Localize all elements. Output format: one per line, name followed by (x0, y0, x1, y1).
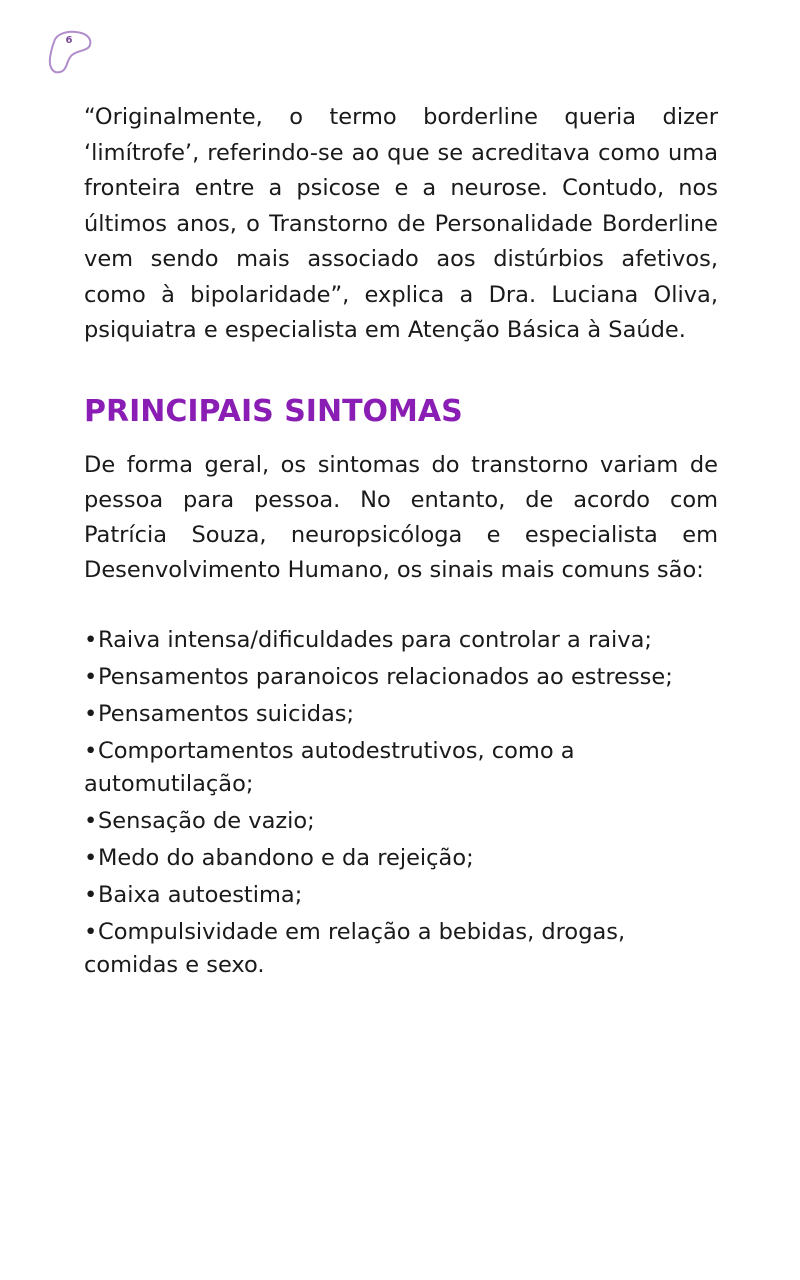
bullet-glyph: • (84, 626, 98, 653)
symptom-text: Sensação de vazio; (98, 807, 315, 834)
bullet-glyph: • (84, 807, 98, 834)
symptom-text: Compulsividade em relação a bebidas, drogas, comidas e sexo. (84, 918, 626, 978)
bullet-glyph: • (84, 881, 98, 908)
symptom-text: Pensamentos suicidas; (98, 700, 355, 727)
bullet-glyph: • (84, 844, 98, 871)
symptom-item (84, 735, 718, 801)
section-heading: PRINCIPAIS SINTOMAS (84, 393, 463, 429)
symptom-item (84, 661, 718, 694)
section-intro-paragraph: De forma geral, os sintomas do transtorno variam de pessoa para pessoa. No entanto, de acordo com Patrícia Souza, neuropsicóloga e especialista em Desenvolvimento Humano, os sinais mais comuns são: (84, 451, 718, 583)
symptom-item (84, 879, 718, 912)
symptom-item (84, 624, 718, 657)
article-content (84, 100, 718, 986)
symptom-item (84, 842, 718, 875)
symptom-text: Raiva intensa/dificuldades para controlar a raiva; (98, 626, 652, 653)
page-number: 6 (65, 35, 73, 46)
symptom-item (84, 805, 718, 838)
symptom-item (84, 916, 718, 982)
symptom-text: Comportamentos autodestrutivos, como a automutilação; (84, 737, 575, 797)
bullet-glyph: • (84, 737, 98, 764)
symptom-list (84, 624, 718, 982)
symptom-text: Medo do abandono e da rejeição; (98, 844, 474, 871)
bullet-glyph: • (84, 663, 98, 690)
bullet-glyph: • (84, 700, 98, 727)
symptom-text: Pensamentos paranoicos relacionados ao estresse; (98, 663, 673, 690)
bullet-glyph: • (84, 918, 98, 945)
intro-paragraph: “Originalmente, o termo borderline queria dizer ‘limítrofe’, referindo-se ao que se acreditava como uma fronteira entre a psicose e a neurose. Contudo, nos últimos anos, o Transtorno de Personalidade Borderline vem sendo mais associado aos distúrbios afetivos, como à bipolaridade”, explica a Dra. Luciana Oliva, psiquiatra e especialista em Atenção Básica à Saúde. (84, 104, 718, 343)
symptom-item (84, 698, 718, 731)
symptom-text: Baixa autoestima; (98, 881, 303, 908)
